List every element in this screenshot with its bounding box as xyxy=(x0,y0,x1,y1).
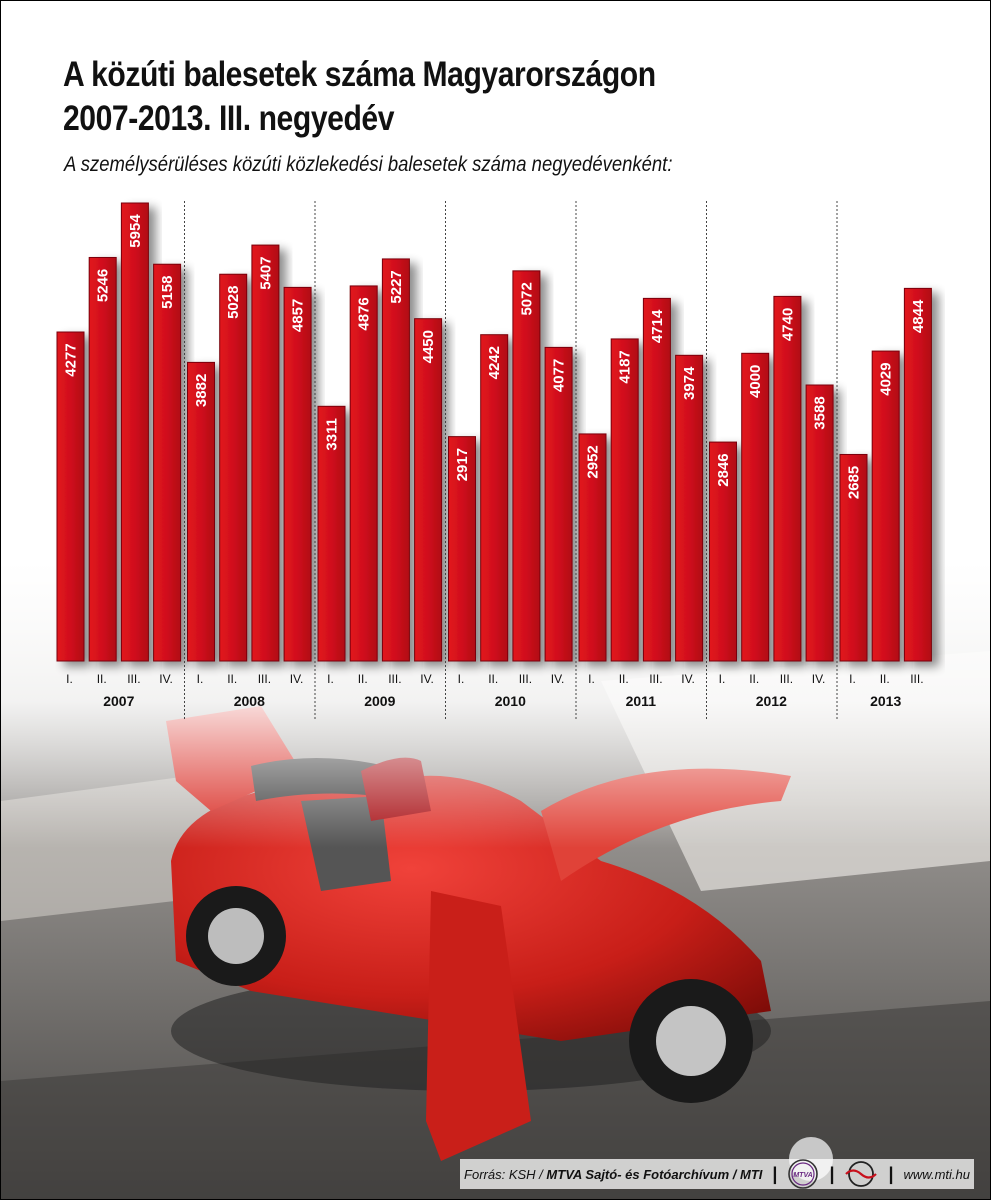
bar-value-label: 2952 xyxy=(584,445,602,479)
mti-logo-icon xyxy=(844,1159,878,1189)
bar-value-label: 5158 xyxy=(159,275,177,309)
bar-value-label: 5407 xyxy=(257,256,275,290)
bar-value-label: 4077 xyxy=(550,358,568,393)
bar-2008-q3 xyxy=(252,245,279,661)
year-tick-label: 2010 xyxy=(494,693,526,709)
quarter-tick-label: I. xyxy=(588,672,595,686)
bar-2009-q2 xyxy=(350,286,377,661)
mtva-logo-icon xyxy=(787,1158,819,1190)
bar-value-label: 4740 xyxy=(779,307,797,342)
bar-2007-q4 xyxy=(154,264,181,661)
bar-value-label: 4844 xyxy=(909,299,927,334)
footer-separator-2: | xyxy=(829,1163,835,1184)
quarter-tick-label: IV. xyxy=(159,672,173,686)
quarter-tick-label: I. xyxy=(457,672,465,686)
bar-value-label: 5227 xyxy=(387,270,405,304)
quarter-tick-label: I. xyxy=(196,672,204,686)
quarter-tick-label: III. xyxy=(518,672,533,686)
bar-2007-q1 xyxy=(57,332,84,661)
year-tick-label: 2007 xyxy=(103,693,135,709)
bar-value-label: 3974 xyxy=(681,366,699,400)
quarter-tick-label: III. xyxy=(649,672,663,686)
year-tick-label: 2008 xyxy=(233,693,265,709)
quarter-tick-label: II. xyxy=(96,672,107,686)
bar-value-label: 5028 xyxy=(225,285,243,319)
bar-value-label: 5246 xyxy=(94,268,112,303)
chart-title-line-2: 2007-2013. III. negyedév xyxy=(63,99,395,138)
bar-2011-q4 xyxy=(676,355,703,661)
bar-2009-q3 xyxy=(382,259,409,661)
bar-value-label: 4187 xyxy=(616,350,634,384)
quarter-tick-label: III. xyxy=(910,672,924,686)
quarter-tick-label: II. xyxy=(618,672,629,686)
quarter-tick-label: I. xyxy=(718,672,726,686)
bar-2013-q2 xyxy=(872,351,899,661)
bar-2010-q2 xyxy=(481,335,508,661)
quarter-tick-label: III. xyxy=(127,672,141,686)
bar-value-label: 4000 xyxy=(747,364,765,398)
bar-chart xyxy=(1,1,990,761)
quarter-tick-label: II. xyxy=(227,672,238,686)
bar-value-label: 2917 xyxy=(454,447,471,482)
bar-value-label: 5954 xyxy=(126,214,144,248)
quarter-tick-label: IV. xyxy=(681,672,695,686)
mti-url-link[interactable]: www.mti.hu xyxy=(903,1166,970,1182)
year-tick-label: 2009 xyxy=(364,693,396,709)
bar-2007-q2 xyxy=(89,257,116,661)
bar-value-label: 4876 xyxy=(355,297,373,331)
bar-2010-q4 xyxy=(545,347,572,661)
bar-value-label: 4714 xyxy=(648,309,666,344)
bar-value-label: 4857 xyxy=(289,298,307,333)
source-credit xyxy=(464,1167,762,1182)
year-tick-label: 2013 xyxy=(870,693,902,709)
quarter-tick-label: II. xyxy=(879,672,890,686)
source-prefix: Forrás: KSH / xyxy=(464,1166,543,1182)
bar-value-label: 5072 xyxy=(518,282,536,316)
mtva-logo-text: MTVA xyxy=(793,1172,814,1179)
bar-value-label: 3882 xyxy=(193,373,210,408)
footer xyxy=(460,1159,974,1189)
bar-2010-q3 xyxy=(513,271,540,661)
bar-2011-q2 xyxy=(611,339,638,661)
quarter-tick-label: II. xyxy=(749,672,760,686)
quarter-tick-label: IV. xyxy=(289,672,304,686)
bar-value-label: 4242 xyxy=(486,346,504,380)
footer-separator-3: | xyxy=(888,1163,894,1184)
bar-value-label: 4029 xyxy=(877,362,895,396)
quarter-tick-label: I. xyxy=(849,672,856,686)
bar-value-label: 4450 xyxy=(420,330,438,364)
chart-subtitle: A személysérüléses közúti közlekedési balesetek száma negyedévenként: xyxy=(64,153,673,176)
quarter-tick-label: III. xyxy=(779,672,794,686)
source-archive: MTVA Sajtó- és Fotóarchívum / MTI xyxy=(546,1166,763,1182)
bar-2007-q3 xyxy=(121,203,148,661)
bar-value-label: 3311 xyxy=(323,418,341,451)
chart-title-line-1: A közúti balesetek száma Magyarországon xyxy=(63,55,656,94)
quarter-tick-label: I. xyxy=(66,672,73,686)
year-tick-label: 2012 xyxy=(755,693,787,709)
quarter-tick-label: II. xyxy=(488,672,499,686)
bar-value-label: 4277 xyxy=(62,343,80,377)
quarter-tick-label: IV. xyxy=(811,672,826,686)
bar-2011-q3 xyxy=(643,298,670,661)
quarter-tick-label: I. xyxy=(327,672,334,686)
quarter-tick-label: III. xyxy=(257,672,272,686)
bar-2013-q3 xyxy=(904,288,931,661)
bar-value-label: 3588 xyxy=(811,396,829,430)
bar-2008-q2 xyxy=(220,274,247,661)
quarter-tick-label: III. xyxy=(388,672,402,686)
quarter-tick-label: IV. xyxy=(420,672,434,686)
bar-2012-q2 xyxy=(742,353,769,661)
year-tick-label: 2011 xyxy=(625,693,656,709)
bar-value-label: 2846 xyxy=(715,453,732,487)
bar-value-label: 2685 xyxy=(845,465,863,500)
quarter-tick-label: IV. xyxy=(550,672,565,686)
quarter-tick-label: II. xyxy=(357,672,368,686)
bar-2008-q4 xyxy=(284,287,311,661)
bar-2009-q4 xyxy=(415,319,442,661)
footer-separator: | xyxy=(772,1163,778,1184)
bar-2012-q3 xyxy=(774,296,801,661)
bars-layer xyxy=(57,201,931,719)
